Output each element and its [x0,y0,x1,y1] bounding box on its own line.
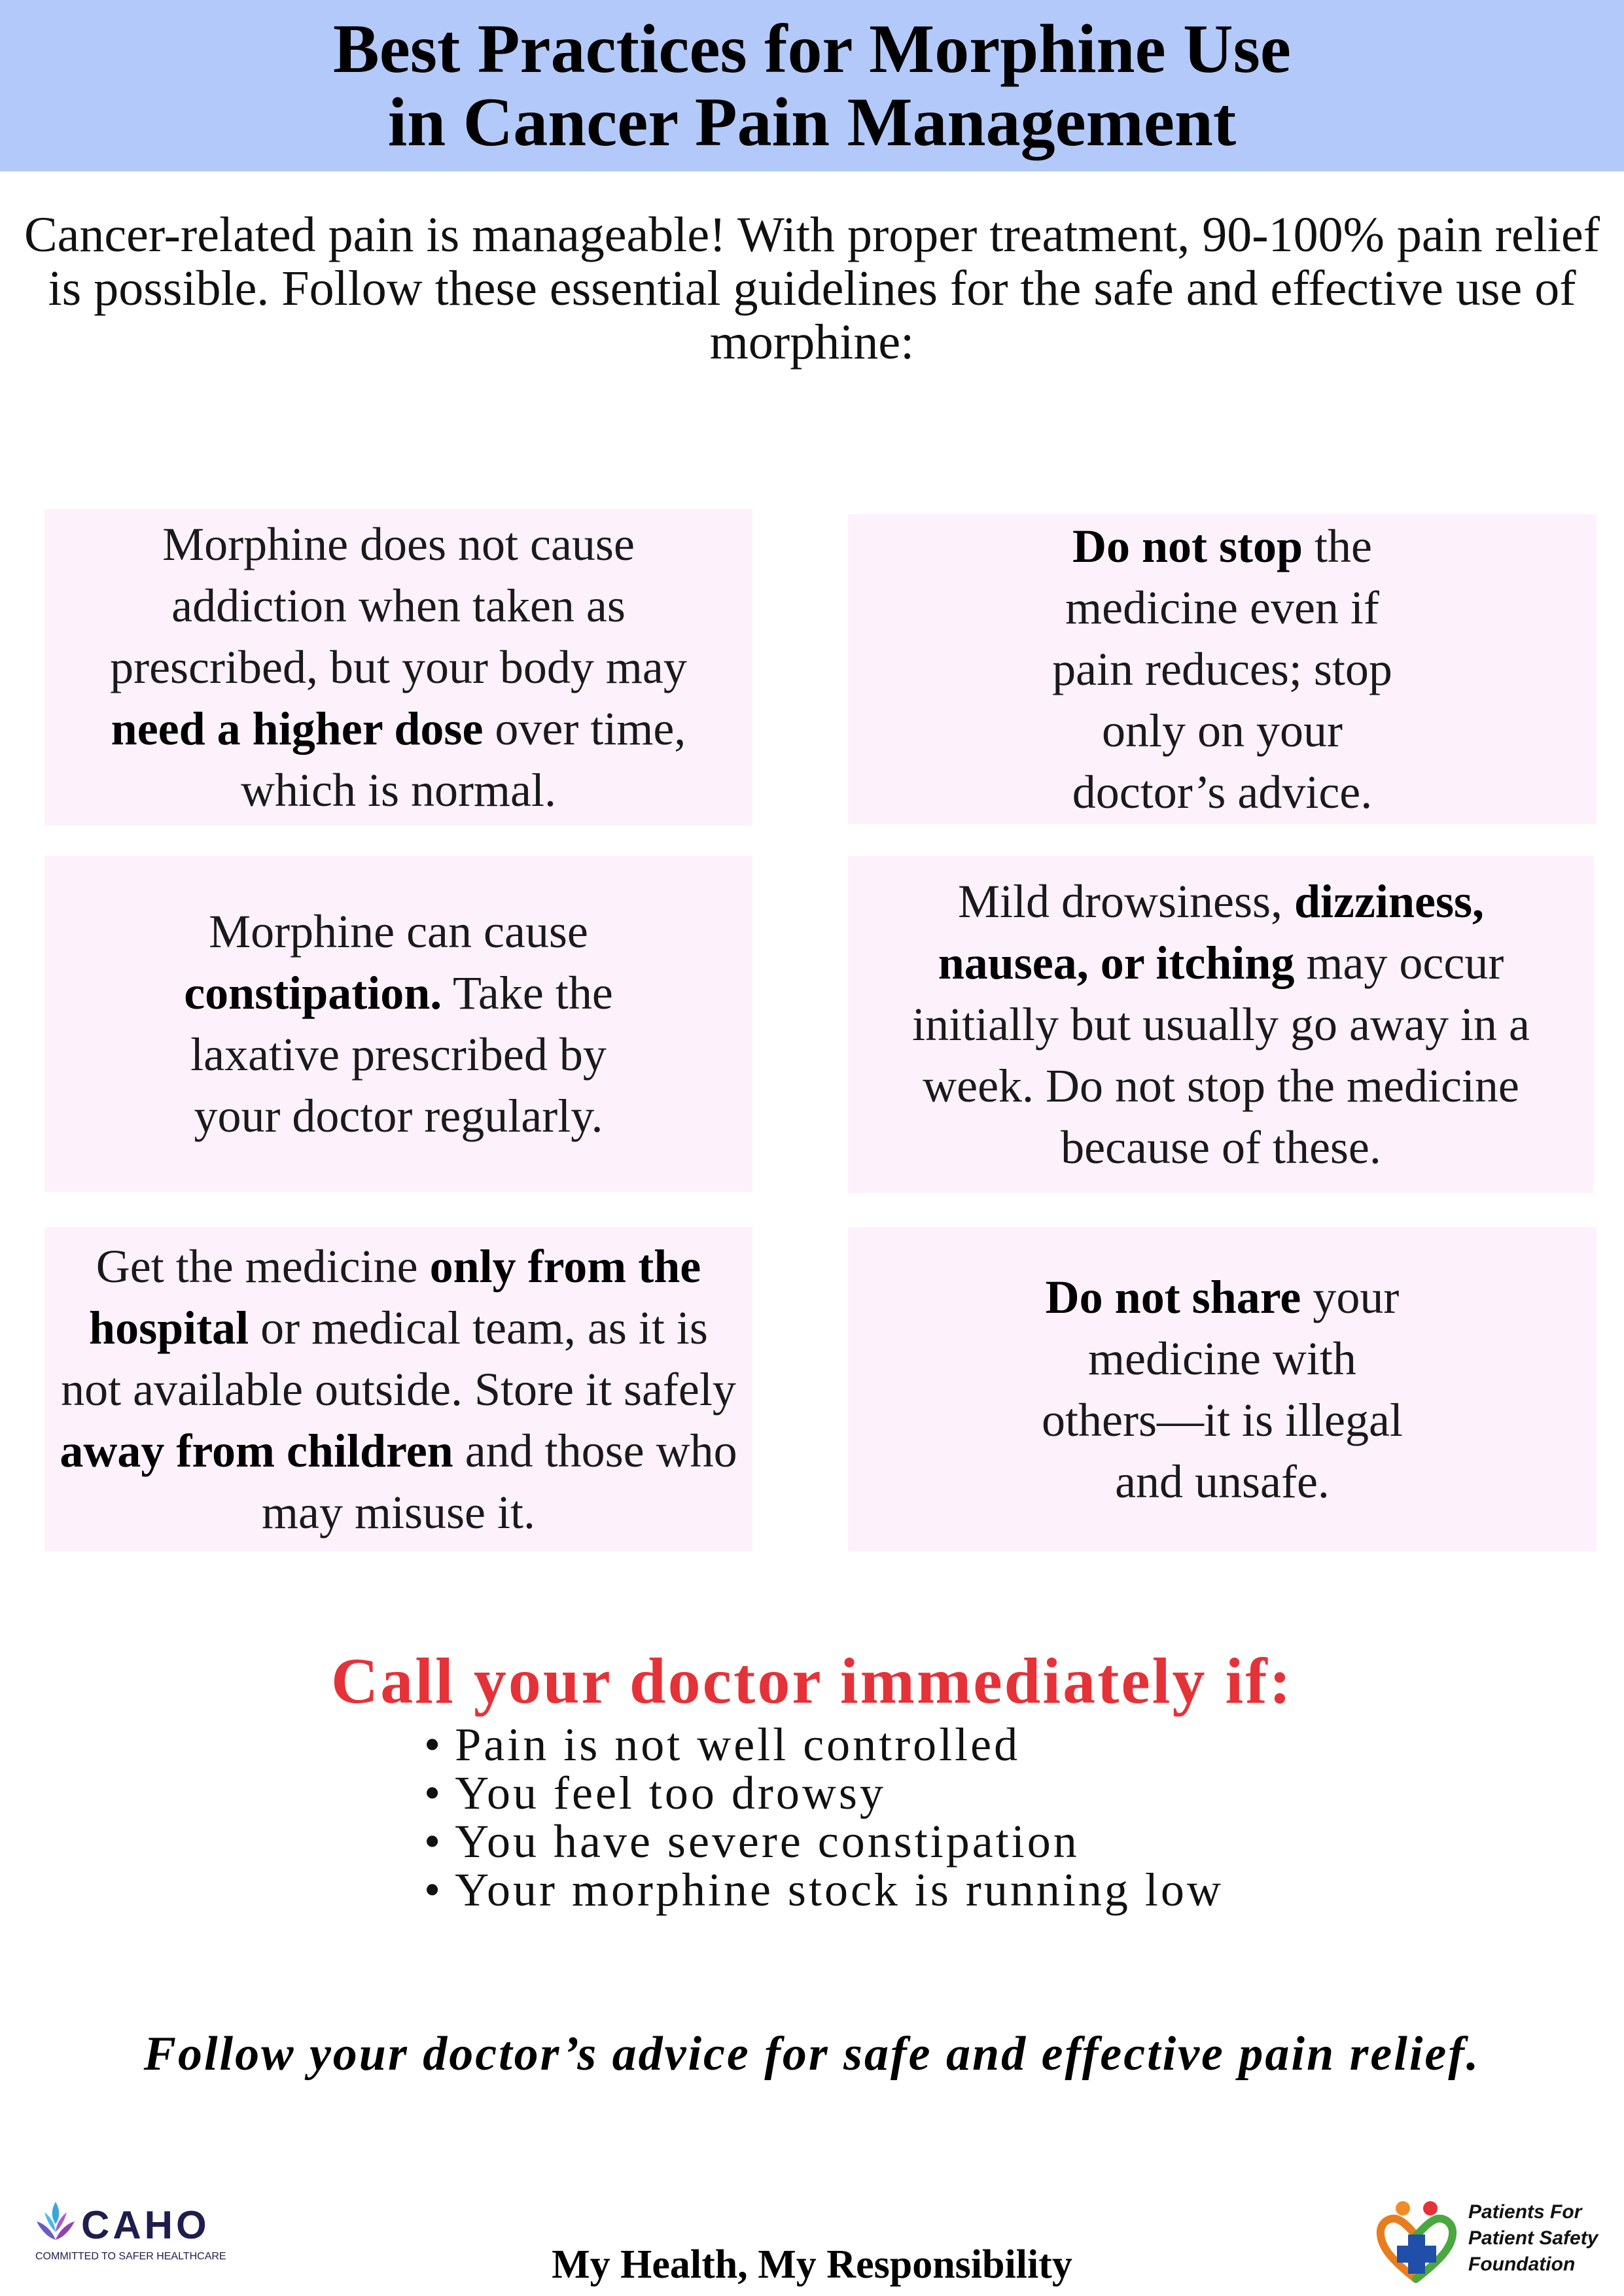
card-addiction [44,509,752,826]
card-text: or medical team, as it is not available outside. Store it safely [61,1302,736,1416]
card-text: over time, which is normal. [241,703,686,816]
page-title-line-2: in Cancer Pain Management [387,84,1237,160]
card-emphasis: dizziness, nausea, or itching [938,875,1485,989]
card-do-not-share [848,1227,1597,1552]
card-emphasis: away from children [60,1425,453,1477]
card-addiction-text [102,513,695,821]
pps-line-1: Patients For [1468,2201,1582,2223]
pps-foundation-logo [1373,2195,1615,2287]
card-emphasis: Do not share [1045,1271,1301,1323]
card-text: Mild drowsiness, [957,875,1294,928]
caho-tagline: COMMITTED TO SAFER HEALTHCARE [35,2251,226,2262]
card-text: the medicine even if pain reduces; stop only on your doctor’s advice. [1052,520,1392,818]
card-text: and those who may misuse it. [262,1425,737,1539]
card-constipation [44,856,752,1192]
card-do-not-stop [848,514,1597,824]
card-text: may occur initially but usually go away in a week. Do not stop the medicine because of these. [912,937,1530,1174]
card-side-effects-text [887,871,1555,1178]
pps-foundation-name [1468,2199,1598,2278]
card-text: Morphine can cause [209,905,588,958]
card-side-effects [848,856,1594,1193]
intro-paragraph: Cancer-related pain is manageable! With proper treatment, 90-100% pain relief is possible. Follow these essential guidelines for the safe and effective use of morphine: [24,207,1600,370]
heart-cross-icon [1373,2195,1462,2287]
caho-wordmark: CAHO [81,2203,210,2247]
card-do-not-share-text [1038,1266,1407,1512]
card-text: Get the medicine [96,1240,430,1293]
card-source-storage [44,1227,752,1552]
list-item: • You feel too drowsy [424,1769,1224,1817]
list-item: • Your morphine stock is running low [424,1866,1224,1914]
call-doctor-heading: Call your doctor immediately if: [331,1644,1293,1717]
card-do-not-stop-text [1038,515,1407,823]
card-emphasis: need a higher dose [111,703,484,755]
call-doctor-list [424,1720,1224,1914]
card-text: your medicine with others—it is illegal and unsafe. [1042,1271,1403,1508]
card-emphasis: Do not stop [1072,520,1303,572]
page-header [0,0,1624,171]
list-item: • Pain is not well controlled [424,1720,1224,1769]
pps-line-2: Patient Safety [1468,2227,1598,2249]
card-source-storage-text [55,1236,742,1543]
list-item: • You have severe constipation [424,1817,1224,1866]
card-text: Take the laxative prescribed by your doctor regularly. [190,967,613,1142]
footer-tagline: My Health, My Responsibility [552,2242,1072,2287]
card-constipation-text [175,901,622,1147]
card-text: Morphine does not cause addiction when taken as prescribed, but your body may [110,518,687,693]
pps-line-3: Foundation [1468,2253,1576,2275]
closing-statement: Follow your doctor’s advice for safe and effective pain relief. [143,2027,1481,2081]
card-emphasis: constipation. [184,967,442,1019]
page-title-line-1: Best Practices for Morphine Use [333,10,1291,87]
card-emphasis: only from the hospital [89,1240,701,1354]
